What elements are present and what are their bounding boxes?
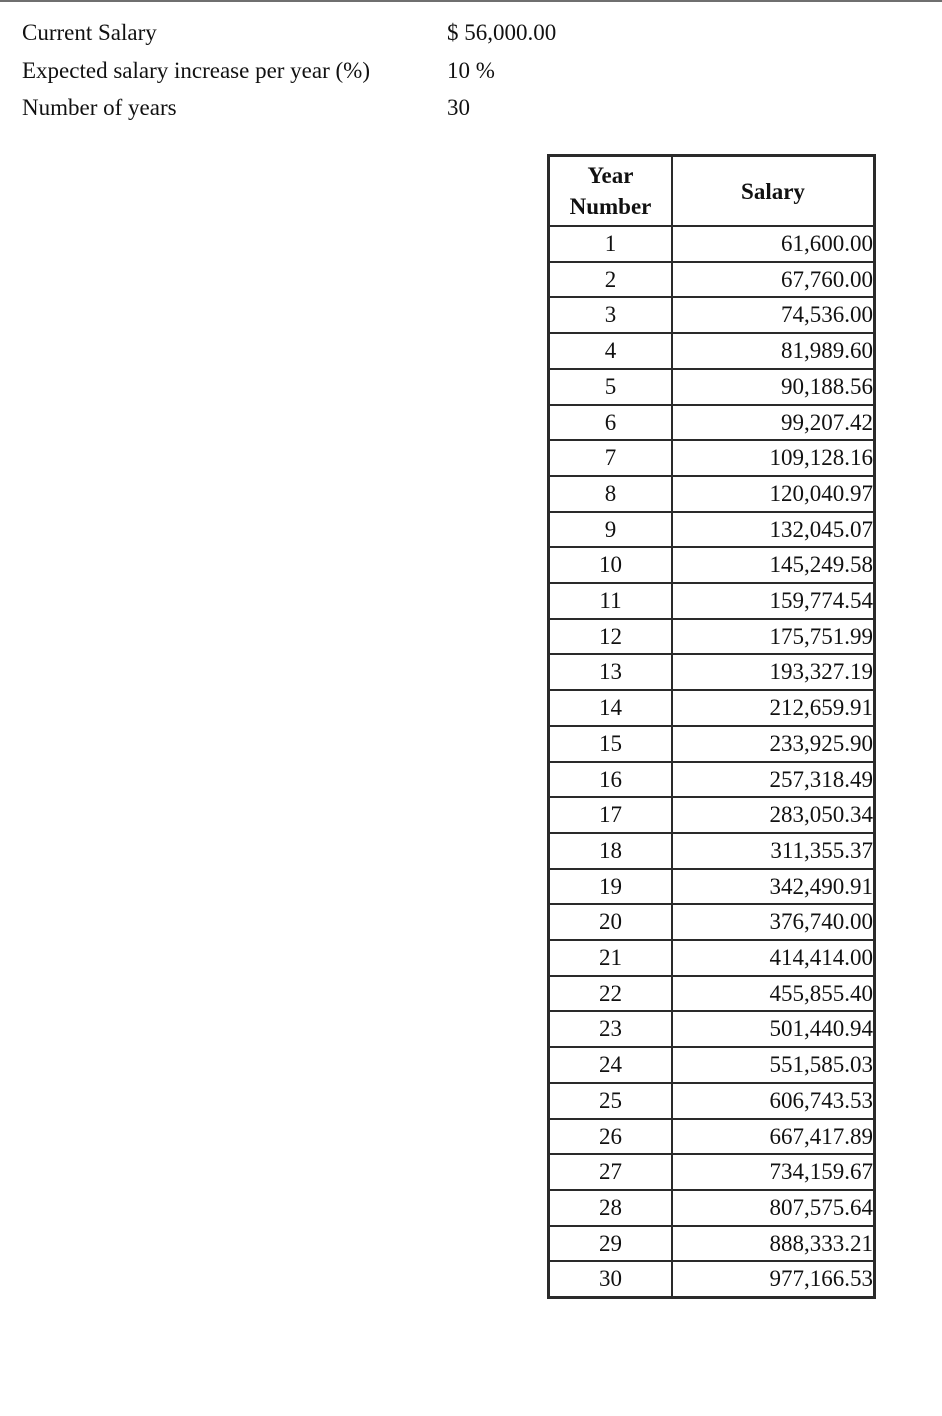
salary-cell: 132,045.07 xyxy=(672,512,875,548)
year-cell: 20 xyxy=(549,904,673,940)
current-salary-value: $ 56,000.00 xyxy=(447,20,557,45)
table-row xyxy=(549,1190,875,1226)
year-cell: 2 xyxy=(549,262,673,298)
table-row xyxy=(549,333,875,369)
year-cell: 6 xyxy=(549,405,673,441)
salary-cell: 99,207.42 xyxy=(672,405,875,441)
salary-cell: 67,760.00 xyxy=(672,262,875,298)
salary-cell: 212,659.91 xyxy=(672,690,875,726)
table-row xyxy=(549,1011,875,1047)
table-row xyxy=(549,797,875,833)
salary-cell: 81,989.60 xyxy=(672,333,875,369)
year-cell: 10 xyxy=(549,547,673,583)
year-cell: 4 xyxy=(549,333,673,369)
year-cell: 16 xyxy=(549,762,673,798)
year-header-line2: Number xyxy=(569,194,652,219)
table-row xyxy=(549,1047,875,1083)
year-cell: 24 xyxy=(549,1047,673,1083)
year-cell: 12 xyxy=(549,619,673,655)
salary-cell: 74,536.00 xyxy=(672,297,875,333)
table-row xyxy=(549,1083,875,1119)
table-row xyxy=(549,833,875,869)
salary-cell: 145,249.58 xyxy=(672,547,875,583)
table-row xyxy=(549,1119,875,1155)
salary-cell: 414,414.00 xyxy=(672,940,875,976)
table-row xyxy=(549,654,875,690)
year-cell: 7 xyxy=(549,440,673,476)
year-cell: 13 xyxy=(549,654,673,690)
table-row xyxy=(549,583,875,619)
year-cell: 21 xyxy=(549,940,673,976)
table-header-row xyxy=(549,156,875,227)
year-number-header xyxy=(549,156,673,227)
salary-cell: 455,855.40 xyxy=(672,976,875,1012)
salary-cell: 888,333.21 xyxy=(672,1226,875,1262)
year-cell: 19 xyxy=(549,869,673,905)
salary-cell: 551,585.03 xyxy=(672,1047,875,1083)
salary-cell: 159,774.54 xyxy=(672,583,875,619)
year-cell: 15 xyxy=(549,726,673,762)
salary-increase-label: Expected salary increase per year (%) xyxy=(22,57,370,83)
year-cell: 29 xyxy=(549,1226,673,1262)
salary-cell: 667,417.89 xyxy=(672,1119,875,1155)
number-of-years-value: 30 xyxy=(447,95,470,121)
salary-cell: 807,575.64 xyxy=(672,1190,875,1226)
salary-cell: 109,128.16 xyxy=(672,440,875,476)
table-row xyxy=(549,297,875,333)
salary-table-body xyxy=(549,226,875,1298)
param-row-current-salary xyxy=(22,14,642,52)
table-row xyxy=(549,369,875,405)
salary-cell: 501,440.94 xyxy=(672,1011,875,1047)
year-cell: 11 xyxy=(549,583,673,619)
number-of-years-label: Number of years xyxy=(22,95,177,121)
salary-cell: 61,600.00 xyxy=(672,226,875,262)
salary-cell: 233,925.90 xyxy=(672,726,875,762)
salary-cell: 175,751.99 xyxy=(672,619,875,655)
table-row xyxy=(549,476,875,512)
salary-cell: 283,050.34 xyxy=(672,797,875,833)
table-row xyxy=(549,547,875,583)
year-cell: 3 xyxy=(549,297,673,333)
year-cell: 18 xyxy=(549,833,673,869)
year-cell: 9 xyxy=(549,512,673,548)
param-row-number-of-years xyxy=(22,89,642,127)
salary-cell: 120,040.97 xyxy=(672,476,875,512)
table-row xyxy=(549,1226,875,1262)
year-cell: 26 xyxy=(549,1119,673,1155)
table-row xyxy=(549,440,875,476)
table-row xyxy=(549,690,875,726)
year-cell: 27 xyxy=(549,1154,673,1190)
table-row xyxy=(549,405,875,441)
salary-cell: 734,159.67 xyxy=(672,1154,875,1190)
year-cell: 5 xyxy=(549,369,673,405)
table-row xyxy=(549,619,875,655)
year-cell: 28 xyxy=(549,1190,673,1226)
salary-cell: 606,743.53 xyxy=(672,1083,875,1119)
table-row xyxy=(549,976,875,1012)
year-cell: 23 xyxy=(549,1011,673,1047)
table-row xyxy=(549,762,875,798)
year-cell: 8 xyxy=(549,476,673,512)
table-row xyxy=(549,262,875,298)
salary-cell: 311,355.37 xyxy=(672,833,875,869)
salary-table xyxy=(547,154,876,1299)
table-row xyxy=(549,226,875,262)
salary-cell: 977,166.53 xyxy=(672,1261,875,1297)
salary-cell: 342,490.91 xyxy=(672,869,875,905)
table-row xyxy=(549,904,875,940)
year-cell: 14 xyxy=(549,690,673,726)
table-row xyxy=(549,1261,875,1297)
year-cell: 17 xyxy=(549,797,673,833)
current-salary-label: Current Salary xyxy=(22,20,157,45)
salary-cell: 257,318.49 xyxy=(672,762,875,798)
salary-header: Salary xyxy=(672,156,875,227)
salary-cell: 376,740.00 xyxy=(672,904,875,940)
table-row xyxy=(549,940,875,976)
salary-cell: 193,327.19 xyxy=(672,654,875,690)
table-row xyxy=(549,512,875,548)
year-cell: 30 xyxy=(549,1261,673,1297)
year-cell: 25 xyxy=(549,1083,673,1119)
year-cell: 22 xyxy=(549,976,673,1012)
table-row xyxy=(549,1154,875,1190)
salary-increase-value: 10 % xyxy=(447,57,495,83)
parameter-list xyxy=(22,14,642,127)
table-row xyxy=(549,869,875,905)
salary-cell: 90,188.56 xyxy=(672,369,875,405)
table-row xyxy=(549,726,875,762)
year-cell: 1 xyxy=(549,226,673,262)
year-header-line1: Year xyxy=(587,163,634,188)
top-divider xyxy=(0,0,942,2)
param-row-salary-increase xyxy=(22,52,642,90)
